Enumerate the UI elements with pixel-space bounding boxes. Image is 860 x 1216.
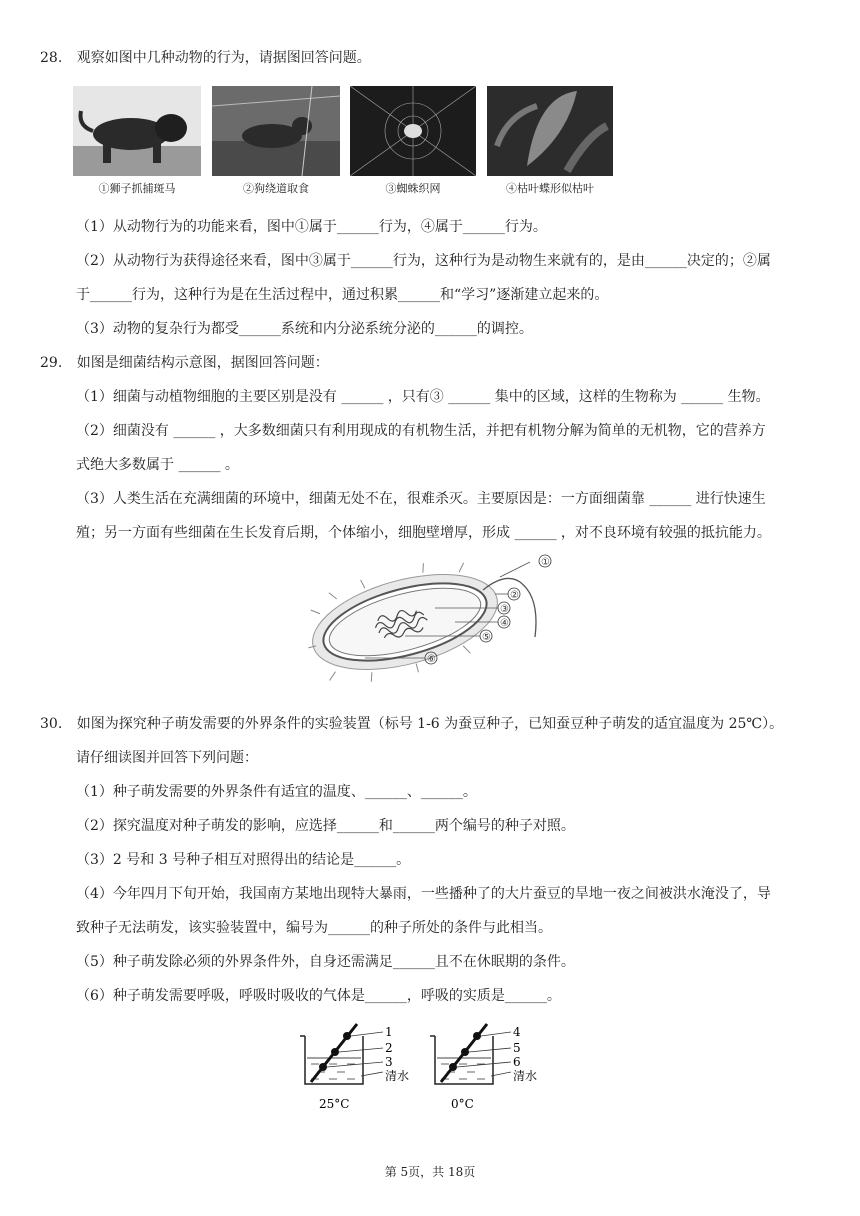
q28-sub3: （3）动物的复杂行为都受______系统和内分泌系统分泌的______的调控。 [76, 321, 533, 337]
beaker-left-water: 清水 [385, 1069, 410, 1083]
q30-sub2: （2）探究温度对种子萌发的影响，应选择______和______两个编号的种子对照。 [76, 818, 575, 834]
q28-sub1: （1）从动物行为的功能来看，图中①属于______行为，④属于______行为。 [76, 219, 547, 235]
q30-number: 30. [40, 716, 63, 732]
q29-stem: 如图是细菌结构示意图，据图回答问题： [76, 355, 329, 371]
beaker-right-label-4: 4 [513, 1025, 521, 1039]
caption-1: ①狮子抓捕斑马 [98, 182, 176, 195]
beaker-left-label-1: 1 [385, 1025, 393, 1039]
beaker-right-temp: 0°C [451, 1097, 474, 1111]
bacteria-label-1: ① [541, 557, 550, 568]
bacteria-diagram [305, 552, 565, 682]
q29-sub2: （2）细菌没有 ______ ，大多数细菌只有利用现成的有机物生活，并把有机物分解为简单的无机物，它的营养方 [76, 423, 766, 439]
q28-number: 28. [40, 50, 63, 66]
page-footer: 第 5页，共 18页 [384, 1165, 476, 1179]
q29-sub3: （3）人类生活在充满细菌的环境中，细菌无处不在，很难杀灭。主要原因是：一方面细菌靠 ______ 进行快速生 [76, 491, 766, 507]
q29-sub1: （1）细菌与动植物细胞的主要区别是没有 ______ ，只有③ ______ 集中的区域，这样的生物称为 ______ 生物。 [76, 389, 770, 405]
beaker-right [430, 1024, 537, 1111]
bacteria-label-3: ③ [500, 604, 509, 615]
q30-sub3: （3）2 号和 3 号种子相互对照得出的结论是______。 [76, 852, 411, 868]
q30-sub4-cont: 致种子无法萌发，该实验装置中，编号为______的种子所处的条件与此相当。 [76, 920, 552, 936]
beaker-left-label-2: 2 [385, 1041, 393, 1055]
q28-sub2: （2）从动物行为获得途径来看，图中③属于______行为，这种行为是动物生来就有的，是由______决定的；②属 [76, 253, 771, 269]
beaker-left [300, 1024, 409, 1111]
photo-lion-zebra [73, 86, 201, 176]
q30-stem-2: 请仔细读图并回答下列问题： [76, 750, 258, 766]
bacteria-label-2: ② [510, 590, 519, 601]
q30-sub4: （4）今年四月下旬开始，我国南方某地出现特大暴雨，一些播种了的大片蚕豆的旱地一夜之间被洪水淹没了，导 [76, 886, 771, 902]
q28-stem: 观察如图中几种动物的行为，请据图回答问题。 [76, 50, 371, 66]
bacteria-label-4: ④ [500, 618, 509, 629]
q29-sub3-cont: 殖；另一方面有些细菌在生长发育后期，个体缩小，细胞壁增厚，形成 ______ ，对不良环境有较强的抵抗能力。 [76, 525, 771, 541]
q30-stem-1: 如图为探究种子萌发需要的外界条件的实验装置（标号 1-6 为蚕豆种子，已知蚕豆种子萌发的适宜温度为 25℃）。 [76, 716, 784, 732]
beaker-left-temp: 25°C [319, 1097, 350, 1111]
bacteria-label-6: ⑥ [427, 654, 436, 665]
q28-stem-line [40, 48, 371, 68]
q29-number: 29. [40, 355, 63, 371]
caption-4: ④枯叶蝶形似枯叶 [506, 182, 594, 195]
q30-sub5: （5）种子萌发除必须的外界条件外，自身还需满足______且不在休眠期的条件。 [76, 954, 575, 970]
beaker-right-label-5: 5 [513, 1041, 521, 1055]
beaker-diagram [295, 1022, 555, 1117]
q30-sub6: （6）种子萌发需要呼吸，呼吸时吸收的气体是______，呼吸的实质是______。 [76, 988, 561, 1004]
q30-stem-line [40, 714, 783, 734]
beaker-left-label-3: 3 [385, 1055, 393, 1069]
q29-sub2-cont: 式绝大多数属于 ______ 。 [76, 457, 239, 473]
photo-spider-web [350, 86, 476, 176]
caption-2: ②狗绕道取食 [243, 182, 309, 195]
beaker-right-water: 清水 [513, 1069, 538, 1083]
bacteria-label-5: ⑤ [482, 632, 491, 643]
q30-sub1: （1）种子萌发需要的外界条件有适宜的温度、______、______。 [76, 784, 477, 800]
q28-sub2-cont: 于______行为，这种行为是在生活过程中，通过积累______和“学习”逐渐建立起来的。 [76, 287, 609, 303]
photo-dog-detour [212, 86, 340, 176]
beaker-right-label-6: 6 [513, 1055, 521, 1069]
q29-stem-line [40, 353, 329, 373]
photo-leaf-butterfly [487, 86, 613, 176]
caption-3: ③蜘蛛织网 [385, 182, 441, 195]
